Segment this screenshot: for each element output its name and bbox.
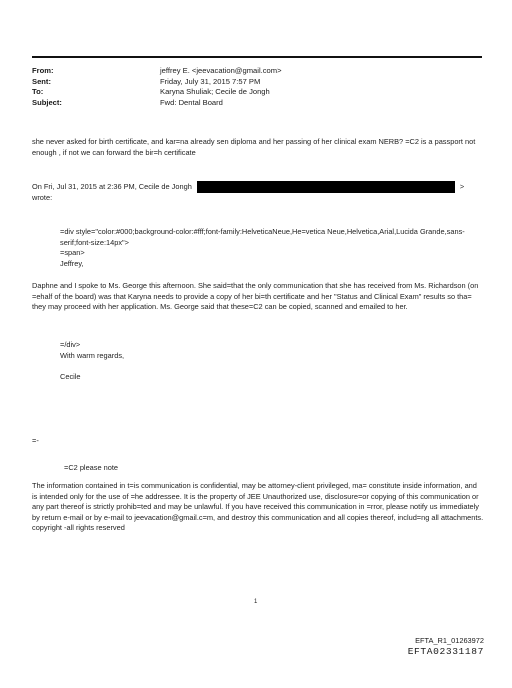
header-row-from	[32, 66, 282, 77]
redaction-bar	[197, 181, 455, 193]
span-line: =span>	[60, 248, 85, 258]
to-label: To:	[32, 87, 44, 97]
efta-id-primary: EFTA_R1_01263972	[415, 636, 484, 645]
header-row-to	[32, 87, 282, 98]
regards-line: With warm regards,	[60, 350, 125, 360]
header-rule	[32, 56, 482, 58]
subject-label: Subject:	[32, 97, 62, 107]
header-row-sent	[32, 77, 282, 88]
header-row-subject	[32, 98, 282, 109]
end-div-line: =/div>	[60, 340, 81, 349]
sent-value: Friday, July 31, 2015 7:57 PM	[160, 76, 261, 86]
quoted-closing	[32, 340, 484, 361]
from-value: jeffrey E. <jeevacation@gmail.com>	[160, 66, 282, 75]
please-note-line: =C2 please note	[64, 463, 119, 472]
signature-name: Cecile	[60, 372, 81, 381]
confidentiality-disclaimer: The information contained in t=is communication is confidential, may be attorney-client privileged, ma= constitute inside information, and is intended only for the use of =he addressee. It is the property of JEE Unauthorized use, disclosure=or copying of this communication or any part thereof is strictly prohib=ted and may be unlawful. If you have received this communication in =rror, please notify us immediately by return e-mail or by e-mail to jeevacation@gmail.c=m, and destroy this communication and all copies thereof, includ=ng all attachments. copyright -all rights reserved	[32, 481, 484, 533]
page-number: 1	[254, 599, 258, 605]
attribution-text: On Fri, Jul 31, 2015 at 2:36 PM, Cecile de Jongh	[32, 181, 192, 191]
greeting: Jeffrey,	[60, 258, 84, 268]
to-value: Karyna Shuliak; Cecile de Jongh	[160, 87, 270, 97]
separator-mark: =-	[32, 436, 39, 445]
attribution-wrote: wrote:	[32, 193, 53, 202]
quoted-paragraph: Daphne and I spoke to Ms. George this afternoon. She said=that the only communication that she has received from Ms. Richardson (on =ehalf of the board) was that Karyna needs to provide a copy of her bi=th certificate and her "Status and Clinical Exam" results so tha= they may proceed with her application. Ms. George said that these=C2 can be copied, scanned and emailed to her.	[32, 281, 479, 312]
from-label: From:	[32, 66, 54, 75]
quoted-attribution	[32, 181, 484, 204]
reply-paragraph: she never asked for birth certificate, and kar=na already sen diploma and her passing of her clinical exam NERB? =C2 is a passport not enough , if not we can forward the bir=h certificate	[32, 137, 476, 157]
subject-value: Fwd: Dental Board	[160, 97, 223, 107]
quoted-markup	[32, 227, 484, 269]
efta-id-secondary: EFTA02331187	[407, 646, 484, 657]
email-header	[32, 66, 282, 108]
div-style-line: =div style="color:#000;background-color:#fff;font-family:HelveticaNeue,He=vetica Neue,Helvetica,Arial,Lucida Grande,sans-serif;font-size:14px">	[60, 227, 465, 247]
sent-label: Sent:	[32, 76, 51, 86]
attribution-gt: >	[459, 181, 465, 191]
